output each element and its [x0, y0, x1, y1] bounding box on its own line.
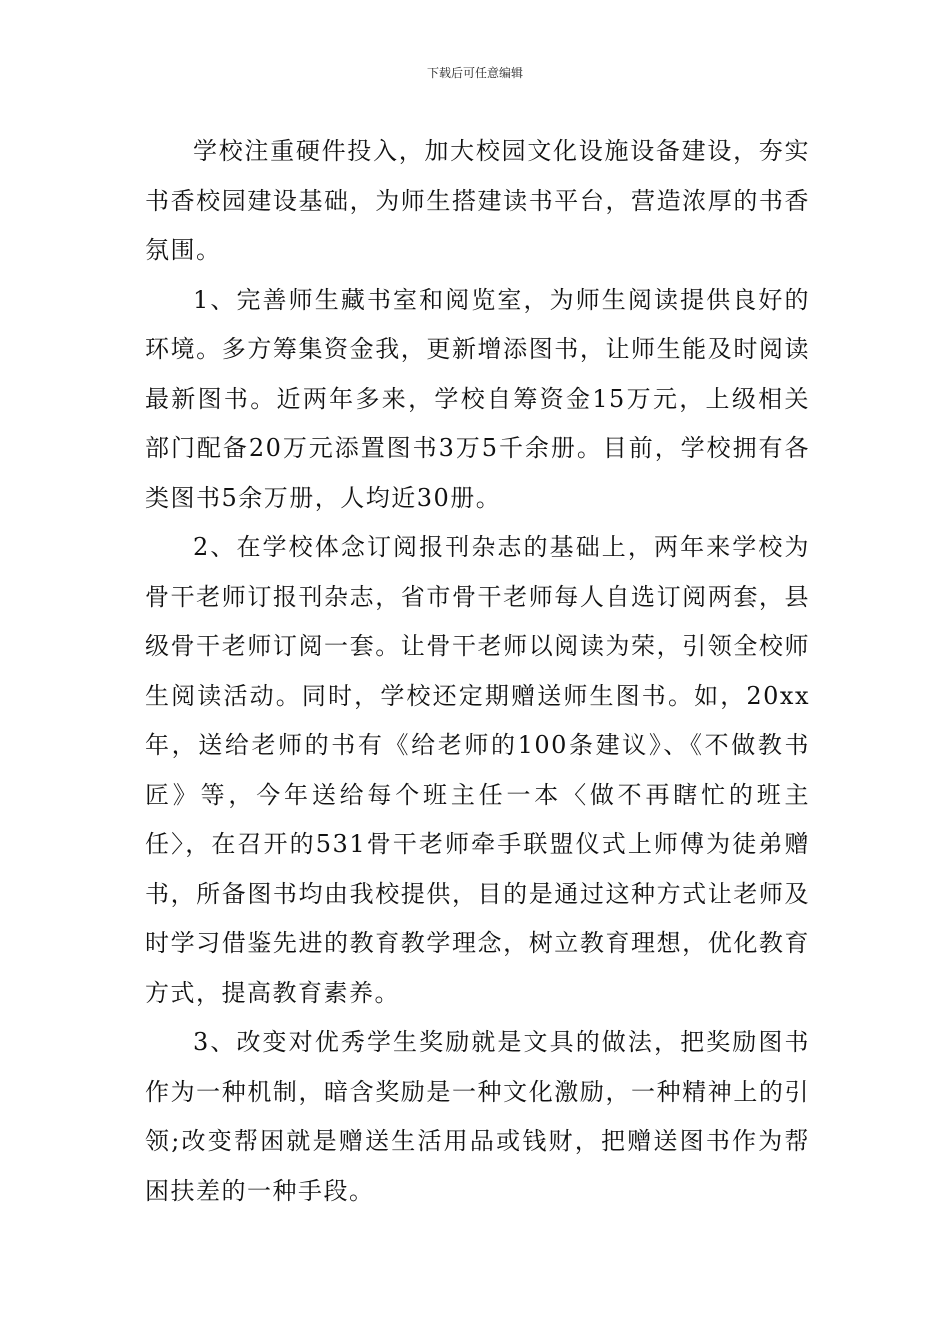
document-body [145, 127, 810, 1216]
page-header-note: 下载后可任意编辑 [426, 66, 523, 80]
paragraph-intro: 学校注重硬件投入，加大校园文化设施设备建设，夯实书香校园建设基础，为师生搭建读书平台，营造浓厚的书香氛围。 [145, 137, 810, 264]
paragraph-item-2: 2、在学校体念订阅报刊杂志的基础上，两年来学校为骨干老师订报刊杂志，省市骨干老师每人自选订阅两套，县级骨干老师订阅一套。让骨干老师以阅读为荣，引领全校师生阅读活动。同时，学校还定期赠送师生图书。如，20xx年，送给老师的书有《给老师的100条建议》、《不做教书匠》等，今年送给每个班主任一本〈做不再瞎忙的班主任〉，在召开的531骨干老师牵手联盟仪式上师傅为徒弟赠书，所备图书均由我校提供，目的是通过这种方式让老师及时学习借鉴先进的教育教学理念，树立教育理想，优化教育方式，提高教育素养。 [145, 533, 810, 1007]
paragraph-item-1: 1、完善师生藏书室和阅览室，为师生阅读提供良好的环境。多方筹集资金我，更新增添图书，让师生能及时阅读最新图书。近两年多来，学校自筹资金15万元，上级相关部门配备20万元添置图书3万5千余册。目前，学校拥有各类图书5余万册，人均近30册。 [145, 285, 810, 512]
paragraph-item-3: 3、改变对优秀学生奖励就是文具的做法，把奖励图书作为一种机制，暗含奖励是一种文化激励，一种精神上的引领;改变帮困就是赠送生活用品或钱财，把赠送图书作为帮困扶差的一种手段。 [145, 1028, 810, 1205]
